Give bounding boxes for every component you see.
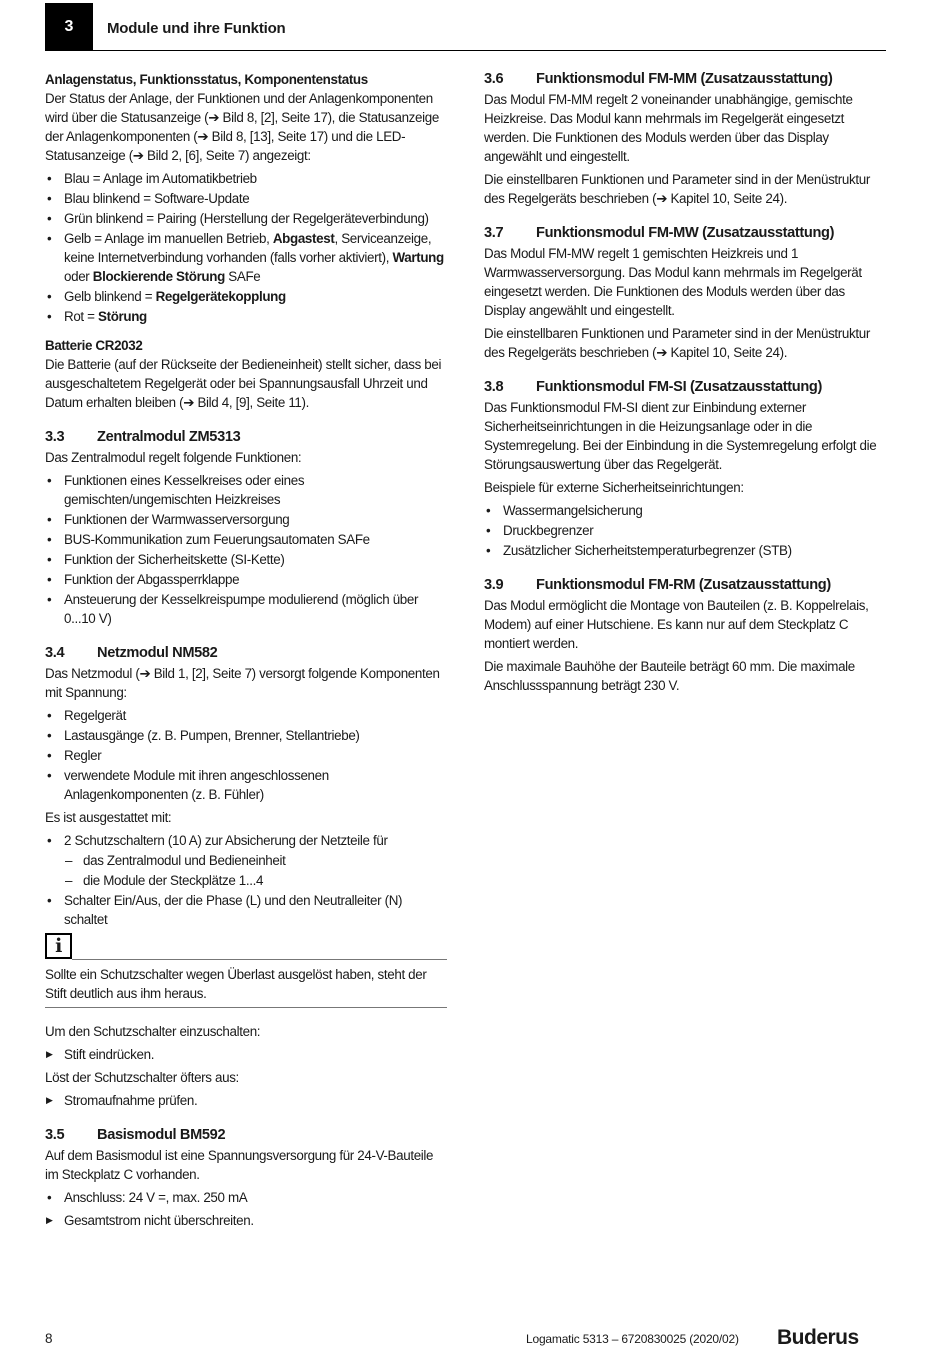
text: Rot =: [64, 309, 98, 324]
step-list: [45, 1045, 447, 1064]
often-text: Löst der Schutzschalter öfters aus:: [45, 1070, 239, 1085]
list-item: • Schalter Ein/Aus, der die Phase (L) und den Neutralleiter (N) schaltet: [45, 891, 447, 929]
section-heading-3-3: [45, 428, 447, 447]
section-title: Funktionsmodul FM-MM (Zusatzausstattung): [536, 71, 833, 87]
sub-list-item: – das Zentralmodul und Bedieneinheit: [45, 851, 447, 870]
s34-equipped: Es ist ausgestattet mit:: [45, 810, 172, 825]
list-item: • Wassermangelsicherung: [484, 501, 886, 520]
bold-text: Wartung: [392, 250, 444, 265]
list-item: • Funktionen der Warmwasserversorgung: [45, 510, 447, 529]
s34-equip-sublist: [45, 851, 447, 890]
step-list: [45, 1091, 447, 1110]
chapter-title: Module und ihre Funktion: [107, 20, 286, 37]
section-number: 3.8: [484, 379, 504, 395]
section-title: Basismodul BM592: [97, 1127, 226, 1143]
list-item: • Anschluss: 24 V =, max. 250 mA: [45, 1188, 447, 1207]
s33-intro: Das Zentralmodul regelt folgende Funktionen:: [45, 450, 302, 465]
list-item: • Regelgerät: [45, 706, 447, 725]
list-item: • 2 Schutzschaltern (10 A) zur Absicherung der Netzteile für: [45, 831, 447, 850]
list-item: • Ansteuerung der Kesselkreispumpe modulierend (möglich über 0...10 V): [45, 590, 447, 628]
s38-text-2: Beispiele für externe Sicherheitseinrichtungen:: [484, 480, 744, 495]
section-number: 3.5: [45, 1127, 65, 1143]
s36-text-1: Das Modul FM-MM regelt 2 voneinander unabhängige, gemischte Heizkreise. Das Modul kann mehrmals im Regelgerät eingesetzt werden. Die Funktionen des Moduls werden über das Display angewählt und eingestellt.: [484, 92, 853, 164]
s34-equip-list-2: [45, 891, 447, 929]
section-number: 3.4: [45, 645, 65, 661]
section-title: Netzmodul NM582: [97, 645, 218, 661]
page-number: 8: [45, 1331, 53, 1346]
list-item: • Regler: [45, 746, 447, 765]
list-item: • Blau = Anlage im Automatikbetrieb: [45, 169, 447, 188]
section-heading-3-6: [484, 70, 886, 89]
step-list: [45, 1211, 447, 1230]
s35-list: [45, 1188, 447, 1207]
list-item: • Zusätzlicher Sicherheitstemperaturbegrenzer (STB): [484, 541, 886, 560]
list-item-yellow: [45, 229, 447, 286]
list-item: • Funktion der Abgassperrklappe: [45, 570, 447, 589]
s35-text: Auf dem Basismodul ist eine Spannungsversorgung für 24-V-Bauteile im Steckplatz C vorhanden.: [45, 1148, 434, 1182]
status-heading: Anlagenstatus, Funktionsstatus, Komponentenstatus: [45, 72, 368, 87]
status-list: [45, 169, 447, 326]
bold-text: Regelgerätekopplung: [155, 289, 286, 304]
s36-text-2: Die einstellbaren Funktionen und Parameter sind in der Menüstruktur des Regelgeräts beschrieben (➔ Kapitel 10, Seite 24).: [484, 172, 870, 206]
section-number: 3.3: [45, 429, 65, 445]
s37-text-1: Das Modul FM-MW regelt 1 gemischten Heizkreis und 1 Warmwasserversorgung. Das Modul kann mehrmals im Regelgerät eingesetzt werden. Die Funktionen des Moduls werden über das Display angewählt und eingestellt.: [484, 246, 862, 318]
bold-text: Blockierende Störung: [92, 269, 225, 284]
list-item: • Funktionen eines Kesselkreises oder eines gemischten/ungemischten Heizkreises: [45, 471, 447, 509]
left-column: [45, 70, 447, 1234]
battery-heading: Batterie CR2032: [45, 338, 143, 353]
info-note-text: Sollte ein Schutzschalter wegen Überlast ausgelöst haben, steht der Stift deutlich aus ihm heraus.: [45, 967, 427, 1001]
s34-intro: Das Netzmodul (➔ Bild 1, [2], Seite 7) versorgt folgende Komponenten mit Spannung:: [45, 666, 440, 700]
s34-list: [45, 706, 447, 804]
s38-text-1: Das Funktionsmodul FM-SI dient zur Einbindung externer Sicherheitseinrichtungen in die Heizungsanlage oder in die Systemregelung. Bei der Einbindung in die Systemregelung erfolgt die Störungsauswertung über das Regelgerät.: [484, 400, 877, 472]
info-note-header: [45, 933, 447, 961]
section-title: Zentralmodul ZM5313: [97, 429, 241, 445]
list-item: • Druckbegrenzer: [484, 521, 886, 540]
list-item: • verwendete Module mit ihren angeschlossenen Anlagenkomponenten (z. B. Fühler): [45, 766, 447, 804]
buderus-logo: Buderus: [777, 1326, 859, 1349]
list-item: • Grün blinkend = Pairing (Herstellung der Regelgeräteverbindung): [45, 209, 447, 228]
section-title: Funktionsmodul FM-RM (Zusatzausstattung): [536, 577, 831, 593]
header-rule: [93, 50, 886, 51]
bold-text: Abgastest: [272, 231, 335, 246]
bold-text: Störung: [98, 309, 147, 324]
info-icon: i: [45, 933, 72, 959]
sub-list-item: – die Module der Steckplätze 1...4: [45, 871, 447, 890]
text: , Serviceanzeige, keine Internetverbindung vorhanden (falls vorher aktiviert),: [64, 231, 432, 265]
s39-text-1: Das Modul ermöglicht die Montage von Bauteilen (z. B. Koppelrelais, Modem) auf einer Hutschiene. Es kann nur auf dem Steckplatz C montiert werden.: [484, 598, 869, 651]
text: Gelb blinkend =: [64, 289, 156, 304]
text: oder: [64, 269, 93, 284]
section-number: 3.7: [484, 225, 504, 241]
section-heading-3-9: [484, 576, 886, 595]
section-heading-3-8: [484, 378, 886, 397]
list-item-red: [45, 307, 447, 326]
list-item: • Lastausgänge (z. B. Pumpen, Brenner, Stellantriebe): [45, 726, 447, 745]
section-number: 3.6: [484, 71, 504, 87]
list-item: • Blau blinkend = Software-Update: [45, 189, 447, 208]
step-item: ▶ Gesamtstrom nicht überschreiten.: [45, 1211, 447, 1230]
text: Gelb = Anlage im manuellen Betrieb,: [64, 231, 273, 246]
s34-equip-list: [45, 831, 447, 850]
s33-list: [45, 471, 447, 628]
s37-text-2: Die einstellbaren Funktionen und Parameter sind in der Menüstruktur des Regelgeräts beschrieben (➔ Kapitel 10, Seite 24).: [484, 326, 870, 360]
note-bottom-rule: [45, 1007, 447, 1008]
section-number: 3.9: [484, 577, 504, 593]
right-column: [484, 70, 886, 699]
step-item: ▶ Stromaufnahme prüfen.: [45, 1091, 447, 1110]
list-item: • Funktion der Sicherheitskette (SI-Kette): [45, 550, 447, 569]
battery-text: Die Batterie (auf der Rückseite der Bedieneinheit) stellt sicher, dass bei ausgeschaltetem Regelgerät oder bei Spannungsausfall Uhrzeit und Datum erhalten bleiben (➔ Bild 4, [9], Seite 11).: [45, 357, 442, 410]
list-item: • BUS-Kommunikation zum Feuerungsautomaten SAFe: [45, 530, 447, 549]
step-item: ▶ Stift eindrücken.: [45, 1045, 447, 1064]
section-heading-3-4: [45, 644, 447, 663]
section-heading-3-5: [45, 1126, 447, 1145]
switch-on-text: Um den Schutzschalter einzuschalten:: [45, 1024, 261, 1039]
text: SAFe: [224, 269, 261, 284]
section-title: Funktionsmodul FM-SI (Zusatzausstattung): [536, 379, 822, 395]
document-id: Logamatic 5313 – 6720830025 (2020/02): [526, 1332, 739, 1346]
section-title: Funktionsmodul FM-MW (Zusatzausstattung): [536, 225, 835, 241]
chapter-number-tab: 3: [45, 3, 93, 51]
status-text: Der Status der Anlage, der Funktionen und der Anlagenkomponenten wird über die Statusanzeige (➔ Bild 8, [2], Seite 17), die Statusanzeige der Anlagenkomponenten (➔ Bild 8, [13], Seite 17) und die LED-Statusanzeige (➔ Bild 2, [6], Seite 7) angezeigt:: [45, 91, 439, 163]
s38-list: [484, 501, 886, 560]
section-heading-3-7: [484, 224, 886, 243]
list-item-yellow-blink: [45, 287, 447, 306]
note-rule: [72, 959, 447, 960]
s39-text-2: Die maximale Bauhöhe der Bauteile beträgt 60 mm. Die maximale Anschlussspannung beträgt 230 V.: [484, 659, 855, 693]
